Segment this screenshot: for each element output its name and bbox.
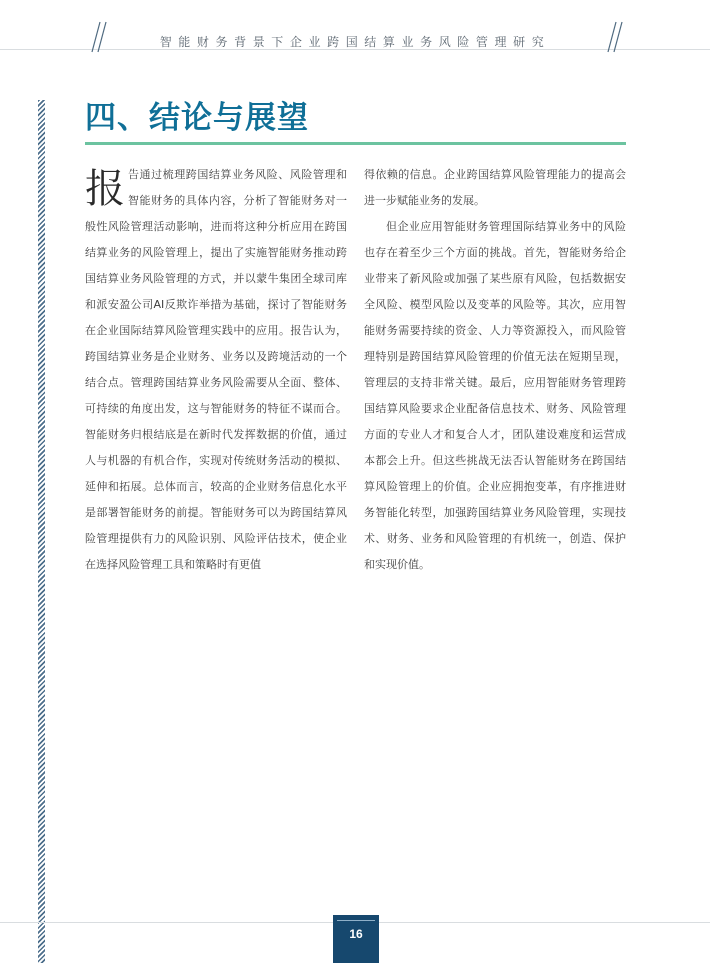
- body-column-left: [85, 162, 347, 578]
- title-underline: [85, 142, 626, 145]
- page-box-line: [337, 920, 375, 921]
- running-header: 智能财务背景下企业跨国结算业务风险管理研究: [159, 35, 551, 49]
- body-paragraph: [85, 162, 347, 578]
- page-number: 16: [349, 927, 363, 941]
- body-paragraph: 但企业应用智能财务管理国际结算业务中的风险也存在着至少三个方面的挑战。首先，智能财务给企业带来了新风险或加强了某些原有风险，包括数据安全风险、模型风险以及变革的风险等。其次，应用智能财务需要持续的资金、人力等资源投入，而风险管理特别是跨国结算风险管理的价值无法在短期呈现，管理层的支持非常关键。最后，应用智能财务管理跨国结算风险要求企业配备信息技术、财务、风险管理方面的专业人才和复合人才，团队建设难度和运营成本都会上升。但这些挑战无法否认智能财务在跨国结算风险管理上的价值。企业应拥抱变革，有序推进财务智能化转型，加强跨国结算业务风险管理，实现技术、财务、业务和风险管理的有机统一，创造、保护和实现价值。: [364, 220, 626, 571]
- decorative-side-stripe: [38, 100, 45, 963]
- dropcap: 报: [85, 166, 125, 212]
- paragraph-text: 告通过梳理跨国结算业务风险、风险管理和智能财务的具体内容，分析了智能财务对一般性风险管理活动影响，进而将这种分析应用在跨国结算业务的风险管理上，提出了实施智能财务推动跨国结算业务风险管理的方式，并以蒙牛集团全球司库和派安盈公司AI反欺诈举措为基础，探讨了智能财务在企业国际结算风险管理实践中的应用。报告认为，跨国结算业务是企业财务、业务以及跨境活动的一个结合点。管理跨国结算业务风险需要从全面、整体、可持续的角度出发，这与智能财务的特征不谋而合。智能财务归根结底是在新时代发挥数据的价值，通过人与机器的有机合作，实现对传统财务活动的模拟、延伸和拓展。总体而言，较高的企业财务信息化水平是部署智能财务的前提。智能财务可以为跨国结算风险管理提供有力的风险识别、风险评估技术，使企业在选择风险管理工具和策略时有更值: [85, 168, 347, 571]
- page-number-box: [333, 915, 379, 963]
- body-paragraph-continued: 得依赖的信息。企业跨国结算风险管理能力的提高会进一步赋能业务的发展。: [364, 168, 626, 207]
- section-title: 四、结论与展望: [85, 100, 309, 136]
- double-slash-icon: [605, 20, 629, 54]
- body-column-right: [364, 162, 626, 578]
